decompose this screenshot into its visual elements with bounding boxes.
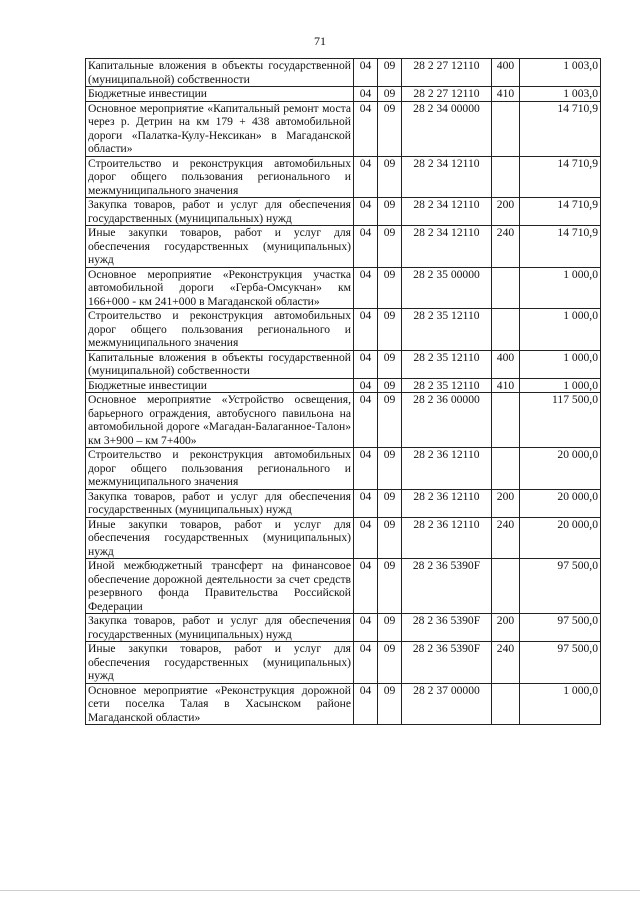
table-row [86,448,601,490]
row-subsection-cell: 09 [378,559,402,614]
row-amount-cell: 1 003,0 [520,59,601,87]
row-expense-type-cell [492,559,520,614]
row-target-article-cell: 28 2 35 12110 [402,378,492,393]
row-subsection-cell: 09 [378,309,402,351]
row-target-article-cell: 28 2 36 12110 [402,448,492,490]
table-row [86,309,601,351]
row-subsection-cell: 09 [378,489,402,517]
row-amount-cell: 20 000,0 [520,448,601,490]
row-name-cell: Иной межбюджетный трансферт на финансовое обеспечение дорожной деятельности за счет средств резервного фонда Правительства Российской Федерации [86,559,354,614]
table-row [86,59,601,87]
row-expense-type-cell [492,683,520,725]
row-section-cell: 04 [354,393,378,448]
table-row [86,642,601,684]
row-section-cell: 04 [354,59,378,87]
row-expense-type-cell: 240 [492,642,520,684]
row-expense-type-cell [492,156,520,198]
row-subsection-cell: 09 [378,226,402,268]
row-target-article-cell: 28 2 34 12110 [402,198,492,226]
row-name-cell: Иные закупки товаров, работ и услуг для обеспечения государственных (муниципальных) нужд [86,642,354,684]
row-section-cell: 04 [354,489,378,517]
row-section-cell: 04 [354,198,378,226]
row-name-cell: Бюджетные инвестиции [86,378,354,393]
table-row [86,101,601,156]
row-amount-cell: 117 500,0 [520,393,601,448]
row-expense-type-cell: 240 [492,517,520,559]
row-name-cell: Основное мероприятие «Реконструкция дорожной сети поселка Талая в Хасынском районе Магаданской области» [86,683,354,725]
row-subsection-cell: 09 [378,517,402,559]
row-section-cell: 04 [354,448,378,490]
table-row [86,614,601,642]
row-name-cell: Основное мероприятие «Реконструкция участка автомобильной дороги «Герба-Омсукчан» км 166+000 - км 241+000 в Магаданской области» [86,267,354,309]
row-amount-cell: 97 500,0 [520,614,601,642]
row-subsection-cell: 09 [378,87,402,102]
table-row [86,350,601,378]
row-name-cell: Основное мероприятие «Устройство освещения, барьерного ограждения, автобусного павильона на автомобильной дороге «Магадан-Балаганное-Талон» км 3+900 – км 7+400» [86,393,354,448]
budget-table-body [86,59,601,725]
row-subsection-cell: 09 [378,59,402,87]
row-amount-cell: 20 000,0 [520,517,601,559]
row-target-article-cell: 28 2 36 5390F [402,614,492,642]
row-name-cell: Бюджетные инвестиции [86,87,354,102]
row-amount-cell: 20 000,0 [520,489,601,517]
row-name-cell: Иные закупки товаров, работ и услуг для обеспечения государственных (муниципальных) нужд [86,517,354,559]
table-row [86,683,601,725]
row-section-cell: 04 [354,614,378,642]
row-target-article-cell: 28 2 34 00000 [402,101,492,156]
row-subsection-cell: 09 [378,683,402,725]
table-row [86,156,601,198]
row-section-cell: 04 [354,378,378,393]
row-subsection-cell: 09 [378,350,402,378]
row-target-article-cell: 28 2 27 12110 [402,59,492,87]
row-expense-type-cell: 200 [492,198,520,226]
row-target-article-cell: 28 2 37 00000 [402,683,492,725]
table-row [86,393,601,448]
row-section-cell: 04 [354,267,378,309]
row-subsection-cell: 09 [378,378,402,393]
row-amount-cell: 1 000,0 [520,309,601,351]
row-section-cell: 04 [354,350,378,378]
row-amount-cell: 97 500,0 [520,642,601,684]
row-amount-cell: 14 710,9 [520,226,601,268]
row-name-cell: Строительство и реконструкция автомобильных дорог общего пользования регионального и межмуниципального значения [86,448,354,490]
row-section-cell: 04 [354,156,378,198]
row-section-cell: 04 [354,517,378,559]
row-expense-type-cell: 410 [492,87,520,102]
row-subsection-cell: 09 [378,101,402,156]
table-row [86,226,601,268]
row-expense-type-cell [492,448,520,490]
row-target-article-cell: 28 2 36 5390F [402,642,492,684]
row-amount-cell: 1 000,0 [520,683,601,725]
row-name-cell: Капитальные вложения в объекты государственной (муниципальной) собственности [86,350,354,378]
row-section-cell: 04 [354,683,378,725]
row-expense-type-cell [492,393,520,448]
row-subsection-cell: 09 [378,267,402,309]
bottom-rule [0,890,640,891]
table-row [86,517,601,559]
row-expense-type-cell: 200 [492,489,520,517]
row-amount-cell: 1 000,0 [520,378,601,393]
row-name-cell: Закупка товаров, работ и услуг для обеспечения государственных (муниципальных) нужд [86,198,354,226]
row-expense-type-cell: 410 [492,378,520,393]
row-section-cell: 04 [354,226,378,268]
row-name-cell: Закупка товаров, работ и услуг для обеспечения государственных (муниципальных) нужд [86,489,354,517]
row-amount-cell: 1 000,0 [520,267,601,309]
row-expense-type-cell: 240 [492,226,520,268]
budget-table [85,58,601,725]
row-subsection-cell: 09 [378,393,402,448]
row-expense-type-cell: 200 [492,614,520,642]
row-name-cell: Основное мероприятие «Капитальный ремонт моста через р. Детрин на км 179 + 438 автомобильной дороги «Палатка-Кулу-Нексикан» в Магаданской области» [86,101,354,156]
row-amount-cell: 1 000,0 [520,350,601,378]
row-name-cell: Строительство и реконструкция автомобильных дорог общего пользования регионального и межмуниципального значения [86,156,354,198]
table-row [86,378,601,393]
row-name-cell: Капитальные вложения в объекты государственной (муниципальной) собственности [86,59,354,87]
row-section-cell: 04 [354,642,378,684]
row-expense-type-cell: 400 [492,350,520,378]
row-section-cell: 04 [354,87,378,102]
row-expense-type-cell [492,309,520,351]
row-subsection-cell: 09 [378,448,402,490]
table-row [86,489,601,517]
page-number: 71 [314,34,326,48]
row-name-cell: Закупка товаров, работ и услуг для обеспечения государственных (муниципальных) нужд [86,614,354,642]
row-target-article-cell: 28 2 35 12110 [402,350,492,378]
row-target-article-cell: 28 2 36 12110 [402,517,492,559]
table-row [86,198,601,226]
row-section-cell: 04 [354,559,378,614]
table-row [86,267,601,309]
row-amount-cell: 14 710,9 [520,156,601,198]
row-target-article-cell: 28 2 35 00000 [402,267,492,309]
row-target-article-cell: 28 2 34 12110 [402,226,492,268]
row-subsection-cell: 09 [378,198,402,226]
row-amount-cell: 97 500,0 [520,559,601,614]
row-amount-cell: 14 710,9 [520,198,601,226]
row-subsection-cell: 09 [378,614,402,642]
row-expense-type-cell [492,101,520,156]
row-amount-cell: 1 003,0 [520,87,601,102]
row-name-cell: Иные закупки товаров, работ и услуг для обеспечения государственных (муниципальных) нужд [86,226,354,268]
row-subsection-cell: 09 [378,642,402,684]
row-section-cell: 04 [354,101,378,156]
row-target-article-cell: 28 2 36 12110 [402,489,492,517]
table-row [86,87,601,102]
row-expense-type-cell [492,267,520,309]
table-row [86,559,601,614]
row-amount-cell: 14 710,9 [520,101,601,156]
row-target-article-cell: 28 2 36 5390F [402,559,492,614]
row-section-cell: 04 [354,309,378,351]
row-target-article-cell: 28 2 36 00000 [402,393,492,448]
row-subsection-cell: 09 [378,156,402,198]
row-expense-type-cell: 400 [492,59,520,87]
row-target-article-cell: 28 2 27 12110 [402,87,492,102]
row-target-article-cell: 28 2 35 12110 [402,309,492,351]
row-name-cell: Строительство и реконструкция автомобильных дорог общего пользования регионального и межмуниципального значения [86,309,354,351]
row-target-article-cell: 28 2 34 12110 [402,156,492,198]
